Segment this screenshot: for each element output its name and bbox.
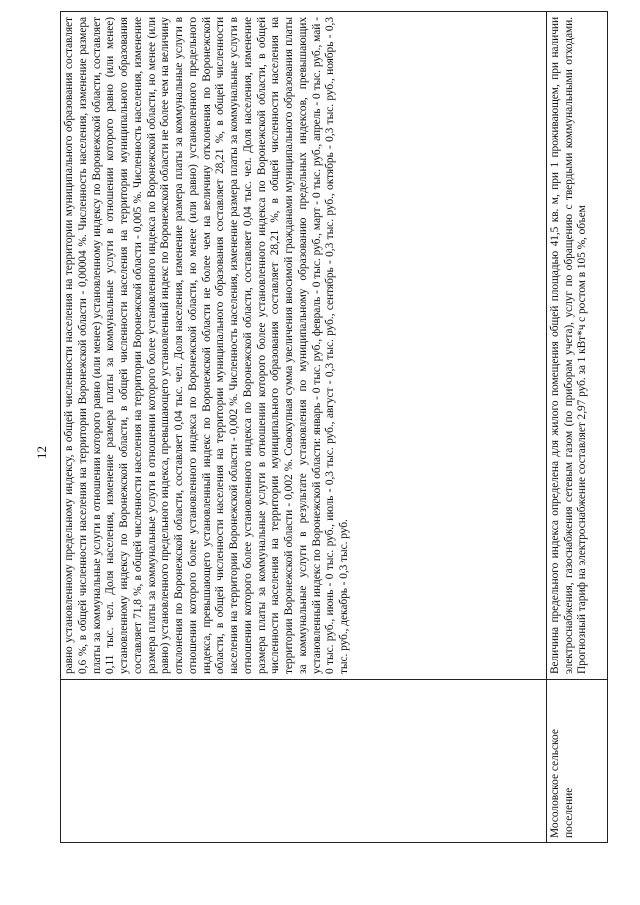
municipality-cell: [61, 679, 546, 842]
page-number: 12: [34, 446, 49, 459]
municipality-cell: Мосоловское сельское поселение: [547, 679, 607, 842]
description-cell: Величина предельного индекса определена для жилого помещения общей площадью 41,5 кв. м, при 1 проживающем, при наличии электроснабжения, газоснабжения сетевым газом (по приборам учета), услуг по обращению с твердыми коммунальными отходами. Прогнозный тариф на электроснабжение составляет 2,97 руб. за 1 кВт*ч с ростом в 105 %, объем: [549, 17, 589, 674]
table-row: [547, 12, 607, 842]
table-row: [61, 12, 547, 842]
municipal-index-table: [60, 11, 608, 843]
description-cell: равно установленному предельному индексу, в общей численности населения на территории муниципального образования составляет 0,6 %, в общей численности населения на территории Воронежской области - 0,00004 %. Численность населения, изменение размера платы за коммунальные услуги в отношении которого равно (или менее) установленному индексу по Воронежской области, составляет 0,11 тыс. чел. Доля населения, изменение размера платы за коммунальные услуги в отношении которого равно (или менее) установленному индексу по Воронежской области, в общей численности населения на территории муниципального образования составляет 71,8 %, в общей численности населения на территории Воронежской области - 0,005 %. Численность населения, изменение размера платы за коммунальные услуги в отношении которого более установленного индекса по Воронежской области, но менее (или равно) установленного предельного индекса, превышающего установленный индекс по Воронежской области не более чем на величину отклонения по Воронежской области, составляет 0,04 тыс. чел. Доля населения, изменение размера платы за коммунальные услуги в отношении которого более установленного индекса по Воронежской области, но менее (или равно) установленного предельного индекса, превышающего установленный индекс по Воронежской области не более чем на величину отклонения по Воронежской области, в общей численности населения на территории муниципального образования составляет 28,21 %, в общей численности населения на территории Воронежской области - 0,002 %. Численность населения, изменение размера платы за коммунальные услуги в отношении которого более установленного индекса по Воронежской области, составляет 0,04 тыс. чел. Доля населения, изменение размера платы за коммунальные услуги в отношении которого более установленного индекса по Воронежской области, в общей численности населения на территории муниципального образования составляет 28,21 %, в общей численности населения на территории Воронежской области - 0,002 %. Совокупная сумма увеличения вносимой гражданами муниципального образования платы за коммунальные услуги в результате установления по муниципальному образованию предельных индексов, превышающих установленный индекс по Воронежской области: январь - 0 тыс. руб., февраль - 0 тыс. руб., март - 0 тыс. руб., апрель - 0 тыс. руб., май - 0 тыс. руб., июнь - 0 тыс. руб., июль - 0,3 тыс. руб., август - 0,3 тыс. руб., сентябрь - 0,3 тыс. руб., октябрь - 0,3 тыс. руб., ноябрь - 0,3 тыс. руб., декабрь - 0,3 тыс. руб.: [63, 17, 350, 674]
